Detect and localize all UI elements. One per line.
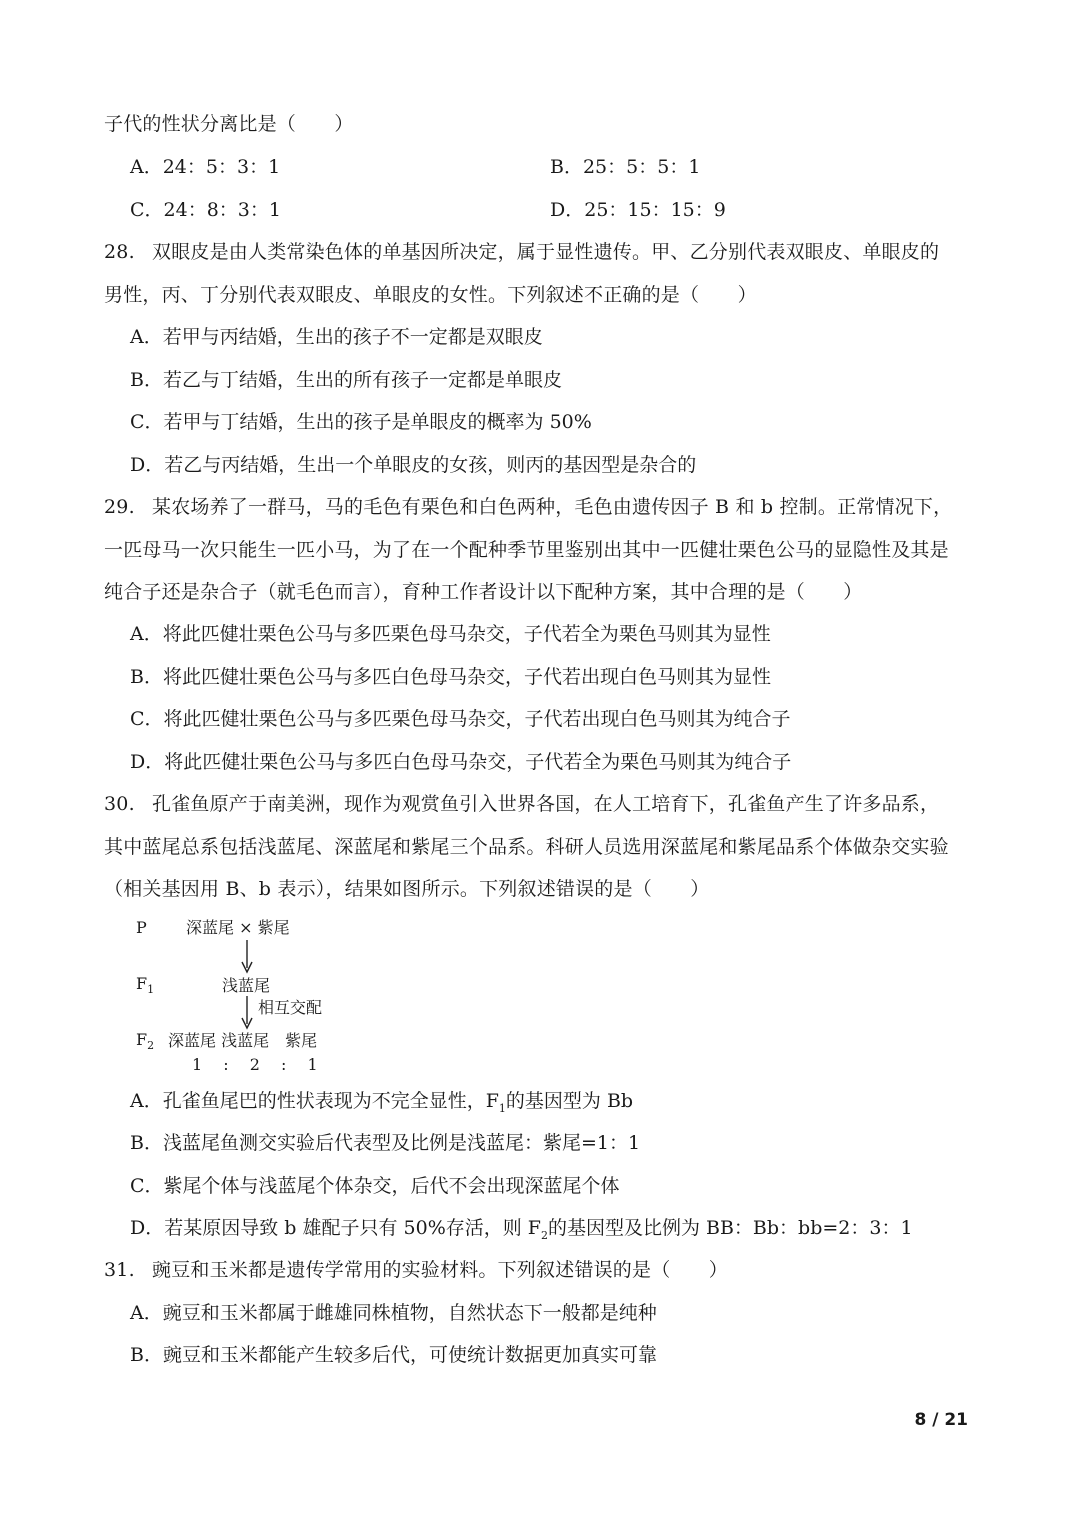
q29-option-d: D．将此匹健壮栗色公马与多匹白色母马杂交，子代若全为栗色马则其为纯合子 bbox=[130, 751, 792, 773]
p-generation-cross: 深蓝尾 × 紫尾 bbox=[186, 918, 290, 937]
question-31-line-1 bbox=[104, 1256, 728, 1284]
q30-option-d: D．若某原因导致 b 雄配子只有 50%存活，则 $F_2$的基因型及比例为 BB：Bb：bb=2：3：1 bbox=[130, 1217, 913, 1242]
question-number: 31. bbox=[104, 1259, 135, 1281]
question-29-line-2: 一匹母马一次只能生一匹小马，为了在一个配种季节里鉴别出其中一匹健壮栗色公马的显隐性及其是 bbox=[104, 539, 949, 561]
question-number: 28. bbox=[104, 241, 135, 263]
f2-ratio: 1 : 2 : 1 bbox=[192, 1055, 318, 1074]
genetic-cross-diagram bbox=[130, 912, 390, 1082]
q28-option-c: C．若甲与丁结婚，生出的孩子是单眼皮的概率为 50% bbox=[130, 411, 592, 433]
q29-option-b: B．将此匹健壮栗色公马与多匹白色母马杂交，子代若出现白色马则其为显性 bbox=[130, 666, 771, 688]
arrow-down-icon bbox=[240, 940, 254, 974]
q31-option-a: A．豌豆和玉米都属于雌雄同株植物，自然状态下一般都是纯种 bbox=[130, 1302, 657, 1324]
question-text: 豌豆和玉米都是遗传学常用的实验材料。下列叙述错误的是（ ） bbox=[152, 1259, 729, 1281]
question-29-line-1 bbox=[104, 493, 952, 521]
question-text: 双眼皮是由人类常染色体的单基因所决定，属于显性遗传。甲、乙分别代表双眼皮、单眼皮的 bbox=[152, 241, 940, 263]
question-30-line-2: 其中蓝尾总系包括浅蓝尾、深蓝尾和紫尾三个品系。科研人员选用深蓝尾和紫尾品系个体做杂交实验 bbox=[104, 836, 949, 858]
q28-option-d: D．若乙与丙结婚，生出一个单眼皮的女孩，则丙的基因型是杂合的 bbox=[130, 454, 697, 476]
q31-option-b: B．豌豆和玉米都能产生较多后代，可使统计数据更加真实可靠 bbox=[130, 1344, 657, 1366]
question-29-line-3: 纯合子还是杂合子（就毛色而言），育种工作者设计以下配种方案，其中合理的是（ ） bbox=[104, 581, 863, 603]
option-c: C．24：8：3：1 bbox=[130, 199, 281, 221]
question-text: 孔雀鱼原产于南美洲，现作为观赏鱼引入世界各国，在人工培育下，孔雀鱼产生了许多品系， bbox=[152, 793, 940, 815]
question-number: 30. bbox=[104, 793, 135, 815]
question-number: 29. bbox=[104, 496, 135, 518]
p-generation-label: P bbox=[136, 918, 147, 937]
option-a: A．24：5：3：1 bbox=[130, 156, 281, 178]
q30-option-b: B．浅蓝尾鱼测交实验后代表型及比例是浅蓝尾：紫尾=1：1 bbox=[130, 1132, 641, 1154]
q30-option-a: A．孔雀鱼尾巴的性状表现为不完全显性，$F_1$的基因型为 Bb bbox=[130, 1090, 634, 1115]
question-tail-line: 子代的性状分离比是（ ） bbox=[104, 113, 354, 135]
q29-option-a: A．将此匹健壮栗色公马与多匹栗色母马杂交，子代若全为栗色马则其为显性 bbox=[130, 623, 771, 645]
question-28-line-1 bbox=[104, 238, 939, 266]
option-d: D．25：15：15：9 bbox=[550, 199, 726, 221]
question-text: 某农场养了一群马，马的毛色有栗色和白色两种，毛色由遗传因子 B 和 b 控制。正常情况下， bbox=[152, 496, 953, 518]
q30-option-c: C．紫尾个体与浅蓝尾个体杂交，后代不会出现深蓝尾个体 bbox=[130, 1175, 620, 1197]
f1-phenotype: 浅蓝尾 bbox=[222, 976, 271, 995]
question-28-line-2: 男性，丙、丁分别代表双眼皮、单眼皮的女性。下列叙述不正确的是（ ） bbox=[104, 284, 757, 306]
q28-option-b: B．若乙与丁结婚，生出的所有孩子一定都是单眼皮 bbox=[130, 369, 562, 391]
arrow-down-icon bbox=[240, 996, 254, 1030]
q29-option-c: C．将此匹健壮栗色公马与多匹栗色母马杂交，子代若出现白色马则其为纯合子 bbox=[130, 708, 791, 730]
option-b: B．25：5：5：1 bbox=[550, 156, 701, 178]
q28-option-a: A．若甲与丙结婚，生出的孩子不一定都是双眼皮 bbox=[130, 326, 543, 348]
question-30-line-3: （相关基因用 B、b 表示），结果如图所示。下列叙述错误的是（ ） bbox=[104, 878, 710, 900]
question-30-line-1 bbox=[104, 790, 939, 818]
f2-generation-label: $F_2$ bbox=[136, 1030, 155, 1053]
f2-phenotypes: 深蓝尾 浅蓝尾 紫尾 bbox=[168, 1031, 318, 1050]
mating-label: 相互交配 bbox=[258, 998, 323, 1017]
page-number: 8 / 21 bbox=[914, 1410, 968, 1430]
f1-generation-label: $F_1$ bbox=[136, 974, 155, 997]
